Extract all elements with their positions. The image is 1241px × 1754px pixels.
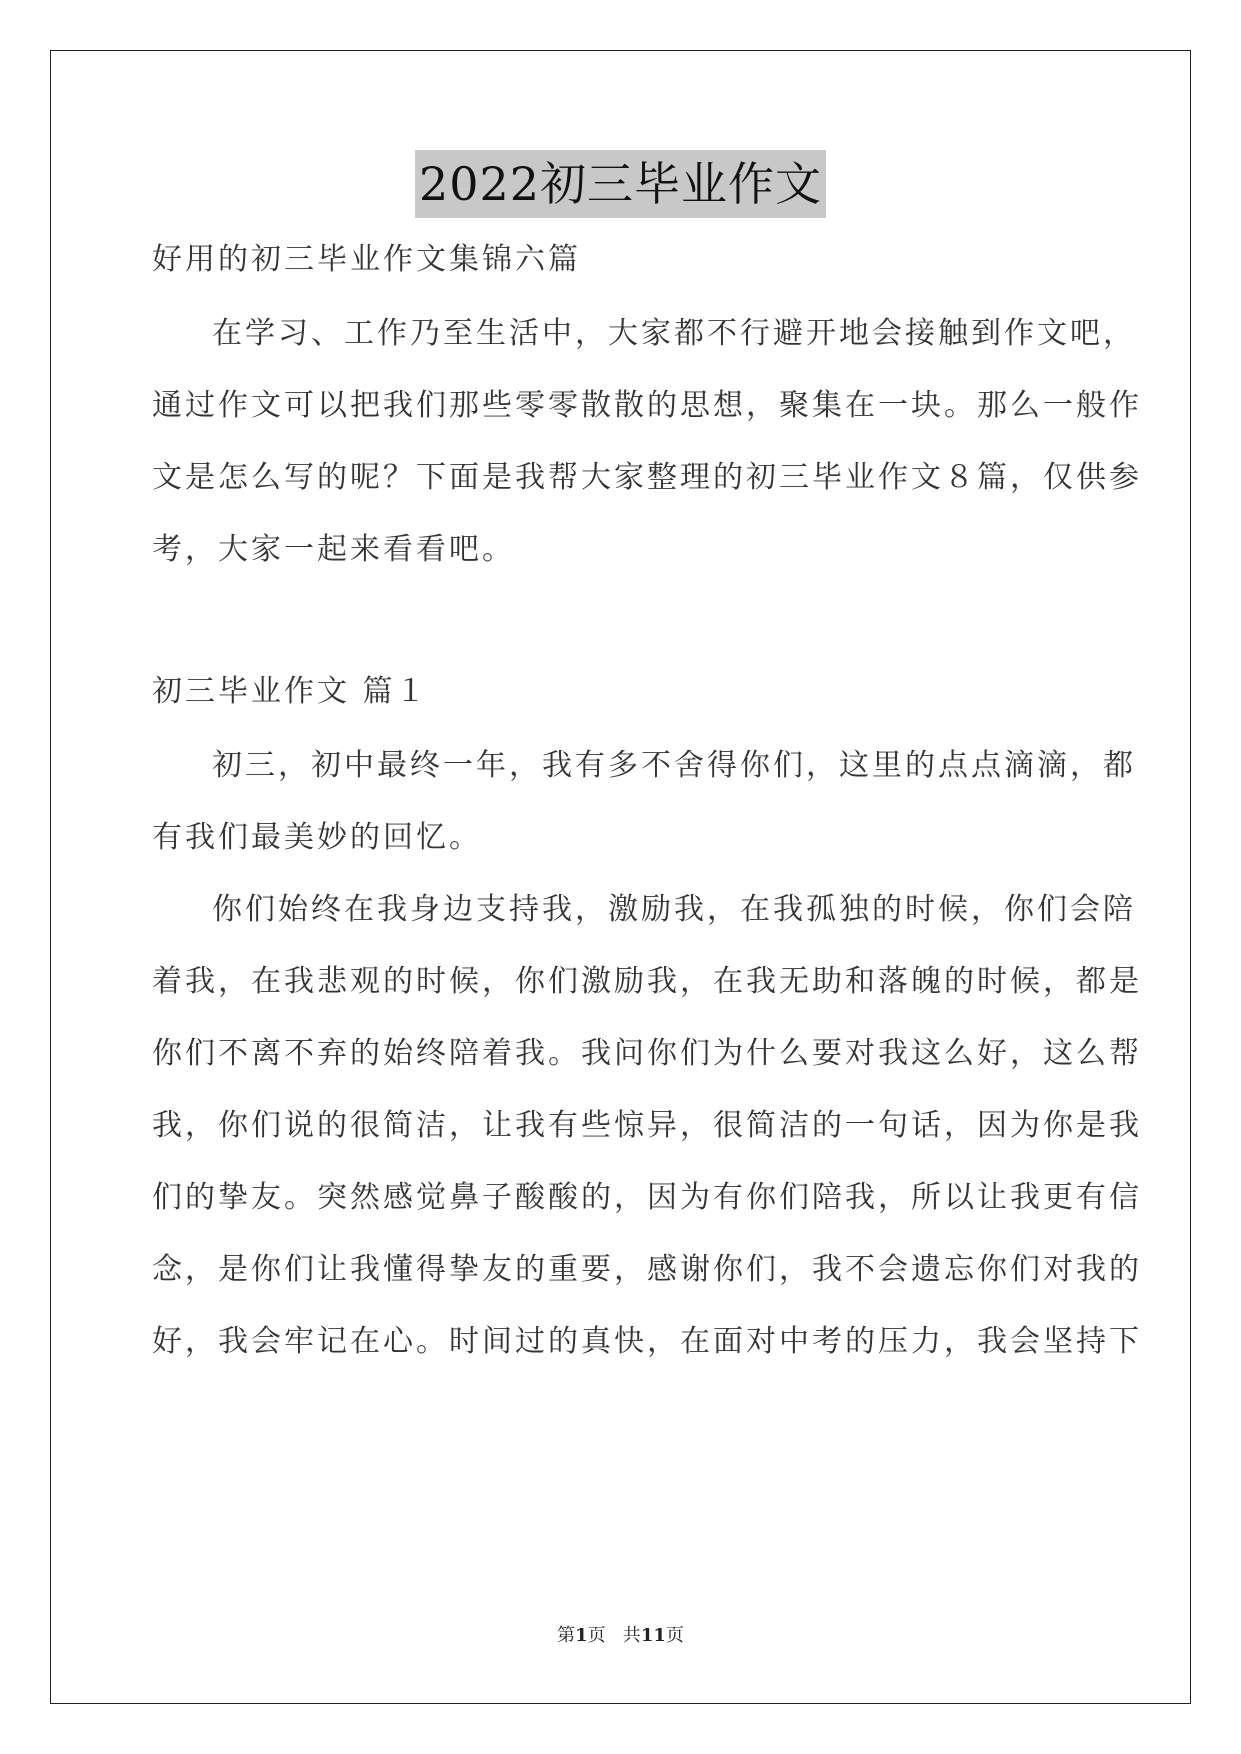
section-heading: 初三毕业作文 篇１ [152, 674, 429, 709]
paragraph-line: 好，我会牢记在心。时间过的真快，在面对中考的压力，我会坚持下 [152, 1324, 1142, 1359]
paragraph-line: 考，大家一起来看看吧。 [152, 532, 515, 567]
paragraph-line: 着我，在我悲观的时候，你们激励我，在我无助和落魄的时候，都是 [152, 964, 1142, 999]
paragraph-line: 初三，初中最终一年，我有多不舍得你们，这里的点点滴滴，都 [212, 748, 1136, 783]
paragraph-line: 念，是你们让我懂得挚友的重要，感谢你们，我不会遗忘你们对我的 [152, 1252, 1142, 1287]
footer-prefix: 第 [557, 1625, 576, 1646]
title-container [0, 150, 1241, 218]
page-border [50, 50, 1191, 1704]
paragraph-line: 有我们最美妙的回忆。 [152, 820, 482, 855]
paragraph-line: 你们不离不弃的始终陪着我。我问你们为什么要对我这么好，这么帮 [152, 1036, 1142, 1071]
paragraph-line: 们的挚友。突然感觉鼻子酸酸的，因为有你们陪我，所以让我更有信 [152, 1180, 1142, 1215]
footer-total-pages: 11 [640, 1625, 666, 1646]
footer-mid: 页 共 [587, 1625, 641, 1646]
paragraph-line: 我，你们说的很简洁，让我有些惊异，很简洁的一句话，因为你是我 [152, 1108, 1142, 1143]
subtitle-line: 好用的初三毕业作文集锦六篇 [152, 242, 581, 277]
document-title: 2022初三毕业作文 [415, 150, 826, 218]
paragraph-line: 在学习、工作乃至生活中，大家都不行避开地会接触到作文吧， [212, 316, 1136, 351]
page-footer [0, 1624, 1241, 1648]
footer-page-number: 1 [575, 1625, 588, 1646]
footer-suffix: 页 [665, 1625, 684, 1646]
paragraph-line: 你们始终在我身边支持我，激励我，在我孤独的时候，你们会陪 [212, 892, 1136, 927]
paragraph-line: 文是怎么写的呢？下面是我帮大家整理的初三毕业作文８篇，仅供参 [152, 460, 1142, 495]
paragraph-line: 通过作文可以把我们那些零零散散的思想，聚集在一块。那么一般作 [152, 388, 1142, 423]
